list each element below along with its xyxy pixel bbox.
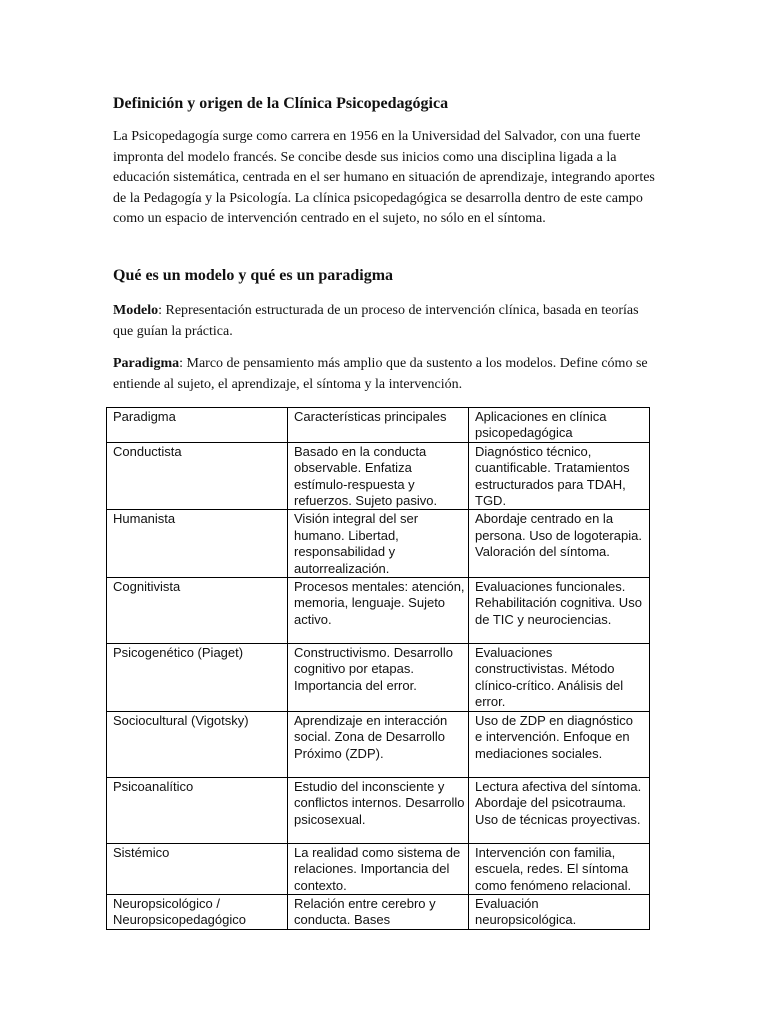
table-cell: Lectura afectiva del síntoma. Abordaje del psicotrauma. Uso de técnicas proyectivas. [469,777,650,843]
table-cell: Sociocultural (Vigotsky) [107,711,288,777]
table-cell: Humanista [107,510,288,578]
table-cell: Evaluación neuropsicológica. [469,894,650,929]
table-cell: Estudio del inconsciente y conflictos internos. Desarrollo psicosexual. [288,777,469,843]
table-cell: Psicogenético (Piaget) [107,644,288,712]
table-cell: Procesos mentales: atención, memoria, lenguaje. Sujeto activo. [288,578,469,644]
paradigms-table [106,407,650,930]
header-cell-aplicaciones: Aplicaciones en clínica psicopedagógica [469,408,650,443]
table-cell: Psicoanalítico [107,777,288,843]
table-cell: Visión integral del ser humano. Libertad, responsabilidad y autorrealización. [288,510,469,578]
table-row [107,578,650,644]
header-cell-caracteristicas: Características principales [288,408,469,443]
modelo-definition [113,301,658,342]
table-cell: Cognitivista [107,578,288,644]
table-cell: Aprendizaje en interacción social. Zona de Desarrollo Próximo (ZDP). [288,711,469,777]
table-cell: Neuropsicológico / Neuropsicopedagógico [107,894,288,929]
paradigma-term: Paradigma [113,356,180,371]
table-cell: Constructivismo. Desarrollo cognitivo por etapas. Importancia del error. [288,644,469,712]
table-row [107,442,650,510]
section-heading-modelo-paradigma: Qué es un modelo y qué es un paradigma [113,267,394,284]
table-row [107,510,650,578]
table-cell: Sistémico [107,843,288,894]
intro-paragraph: La Psicopedagogía surge como carrera en 1956 en la Universidad del Salvador, con una fuerte impronta del modelo francés. Se concibe desde sus inicios como una disciplina ligada a la educación sistemática, centrada en el ser humano en situación de aprendizaje, integrando aportes de la Pedagogía y la Psicología. La clínica psicopedagógica se desarrolla dentro de este campo como un espacio de intervención centrado en el sujeto, no sólo en el síntoma. [113,129,655,226]
table-row [107,843,650,894]
paradigma-definition [113,354,658,395]
table-row [107,777,650,843]
table-cell: Diagnóstico técnico, cuantificable. Tratamientos estructurados para TDAH, TGD. [469,442,650,510]
table-row [107,894,650,929]
table-cell: Evaluaciones funcionales. Rehabilitación cognitiva. Uso de TIC y neurociencias. [469,578,650,644]
table-cell: Basado en la conducta observable. Enfatiza estímulo-respuesta y refuerzos. Sujeto pasivo. [288,442,469,510]
table-cell: Uso de ZDP en diagnóstico e intervención. Enfoque en mediaciones sociales. [469,711,650,777]
section-heading-definicion: Definición y origen de la Clínica Psicopedagógica [113,95,449,112]
paradigma-text: : Marco de pensamiento más amplio que da sustento a los modelos. Define cómo se entiende al sujeto, el aprendizaje, el síntoma y la intervención. [113,356,648,392]
table-cell: Intervención con familia, escuela, redes. El síntoma como fenómeno relacional. [469,843,650,894]
table-cell: Abordaje centrado en la persona. Uso de logoterapia. Valoración del síntoma. [469,510,650,578]
table-row [107,711,650,777]
header-cell-paradigma: Paradigma [107,408,288,443]
table-cell: Relación entre cerebro y conducta. Bases [288,894,469,929]
table-header-row [107,408,650,443]
table-row [107,644,650,712]
table-cell: Conductista [107,442,288,510]
modelo-text: : Representación estructurada de un proceso de intervención clínica, basada en teorías que guían la práctica. [113,303,639,339]
table-cell: La realidad como sistema de relaciones. Importancia del contexto. [288,843,469,894]
modelo-term: Modelo [113,303,159,318]
table-cell: Evaluaciones constructivistas. Método clínico-crítico. Análisis del error. [469,644,650,712]
